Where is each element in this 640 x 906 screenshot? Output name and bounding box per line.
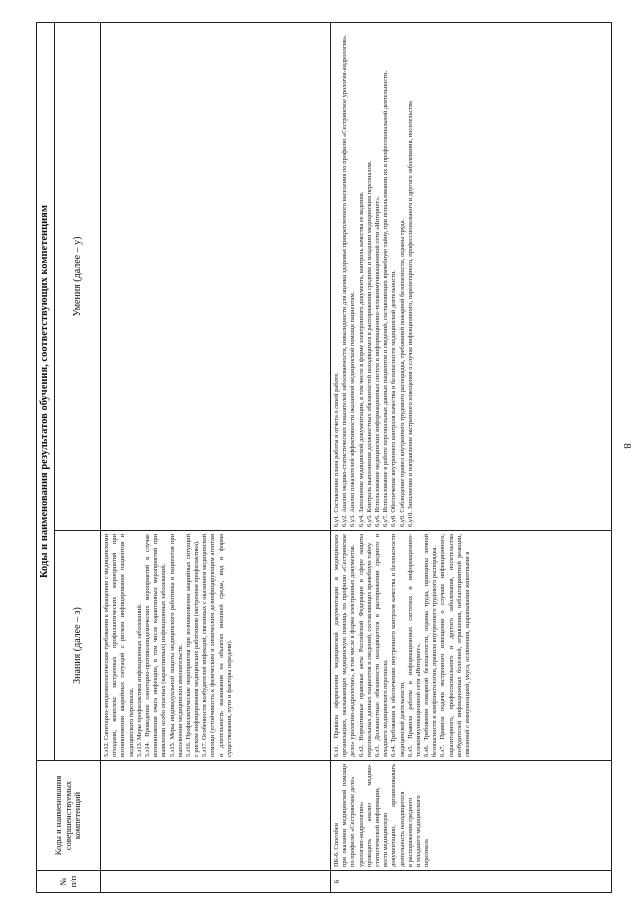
- knowledge-item: 6.з3. Должностные обязанности находящегося в распоряжении среднего и младшего медицинского персонала.: [373, 534, 390, 757]
- competence-line: и младшего медицинского: [414, 795, 422, 867]
- competence-line: документацию, организовывать деятельность находящегося: [390, 764, 406, 867]
- knowledge-item: 5.з16. Профилактические мероприятия при возникновении аварийных ситуаций с риском инфицирования медицинских работников (экстренная профилактика).: [184, 534, 201, 757]
- skill-item: 6.у1. Составление плана работы и отчета о своей работе.: [333, 372, 340, 527]
- knowledge-item: 6.з4. Требования к обеспечению внутреннего контроля качества и безопасности медицинской деятельности.: [390, 534, 406, 757]
- row1-skills: [101, 23, 331, 531]
- competence-line: ПК-6. Способен: [333, 823, 340, 867]
- knowledge-item: 5.з15. Меры индивидуальной защиты медицинского работника и пациентов при выполнении медицинских вмешательств.: [168, 534, 184, 757]
- header-knowledge: Знания (далее – з): [55, 531, 101, 761]
- competence-line: в распоряжении среднего: [406, 797, 414, 867]
- competence-line: при оказании медицинской помощи по профилю «Сестринское дело»: [341, 764, 357, 867]
- knowledge-item: 6.з2. Нормативные правовые акты Российской Федерации в сфере защиты персональных данных пациентов и сведений, составляющих врачебную тайну.: [357, 534, 373, 757]
- knowledge-item: 6.з1. Правила оформления медицинской документации в медицинских организациях, оказывающих медицинскую помощь по профилю «Сестринское дело» урологию-андрологию», в том числе в форме электронных документов.: [333, 534, 357, 757]
- competence-line: вести медицинскую: [382, 812, 390, 867]
- skill-item: 6.у4. Заполнение медицинской документации, в том числе в форме электронного документа, контроль качества ее ведения.: [357, 191, 365, 527]
- knowledge-item: 6.з6. Требования пожарной безопасности, охраны труда, принципы личной безопасности и конфликтологии, правила внутреннего трудового распорядка.: [423, 534, 439, 757]
- knowledge-item: 6.з5. Правила работы в информационных системах и информационно-телекоммуникационной сети «Интернет».: [406, 534, 422, 757]
- row1-competence: [101, 761, 331, 871]
- header-num: № п/п: [37, 871, 101, 893]
- skill-item: 6.у2. Анализ медико-статистических показателей заболеваемости, инвалидности для оценки здоровья прикрепленного населения по профилю «Сестринское урология-андрология».: [341, 34, 349, 527]
- header-results: Коды и наименования результатов обучения, соответствующих компетенциям: [37, 23, 55, 761]
- page-number: 8: [620, 443, 633, 449]
- row1-knowledge: [101, 531, 331, 761]
- competence-line: персонала: [423, 839, 431, 867]
- competence-line: урологию-андрологию»: [357, 801, 365, 867]
- skill-item: 6.у10. Заполнение и направление экстренного извещения о случае инфекционного, паразитарного, профессионального и другого заболевания, носительства: [406, 101, 414, 527]
- skill-item: 6.у9. Соблюдение правил внутреннего трудового распорядка, требований пожарной безопасности, охраны труда.: [398, 218, 406, 527]
- competence-line: проводить анализ медико-статистической информации,: [365, 764, 381, 867]
- competence-table: [36, 22, 612, 893]
- row1-num: [101, 871, 331, 893]
- rotated-table-sheet: [36, 23, 612, 893]
- knowledge-item: 5.з12. Санитарно-эпидемиологические требования к обращению с медицинскими отходами, комплекс экстренных профилактических мероприятий при возникновении аварийных ситуаций с риском инфицирования пациентов и медицинского персонала.: [103, 534, 135, 757]
- knowledge-item: 6.з7. Правила подачи экстренного извещения о случаях инфекционного, паразитарного, профессионального и другого заболевания, носительства возбудителей инфекционных болезней, отравления, неблагоприятной реакции, связанной с иммунизацией, укуса, ослюнения, оцарапывания животными в: [439, 534, 471, 757]
- row2-competence: [331, 761, 612, 871]
- skill-item: 6.у3. Анализ показателей эффективности оказанной медицинской помощи пациентам.: [349, 291, 357, 527]
- knowledge-item: 5.з17. Особенности возбудителей инфекций, связанных с оказанием медицинской помощи (устойчивость к физическим и химическим дезинфицирующим агентам и длительность выживания на объектах внешней среды, вид и форма существования, пути и факторы передачи).: [201, 534, 233, 757]
- skill-item: 6.у7. Использование в работе персональных данных пациентов и сведений, составляющих врачебную тайну, при использовании их в профессиональной деятельности.: [382, 70, 390, 527]
- knowledge-item: 5.з13. Меры профилактики инфекционных заболеваний.: [135, 603, 143, 757]
- row2-skills: [331, 23, 612, 531]
- knowledge-item: 5.з14. Проведение санитарно-противоэпидемических мероприятий в случае возникновения очага инфекции, в том числе карантинных мероприятий при выявлении особо опасных (карантинных) инфекционных заболеваний.: [143, 534, 168, 757]
- skill-item: 6.у5. Контроль выполнения должностных обязанностей находящимся в распоряжении средним и младшим медицинским персоналом.: [365, 160, 373, 527]
- skill-item: 6.у6. Использование медицинских информационных систем и информационно-телекоммуникационной сети «Интернет».: [373, 196, 381, 527]
- header-skills: Умения (далее – у): [55, 23, 101, 531]
- row2-knowledge: [331, 531, 612, 761]
- header-codes: Коды и наименования совершенствуемых компетенций: [37, 761, 101, 871]
- skill-item: 6.у8. Обеспечение внутреннего контроля качества и безопасности медицинской деятельности.: [390, 269, 398, 527]
- row2-num: 6: [331, 871, 612, 893]
